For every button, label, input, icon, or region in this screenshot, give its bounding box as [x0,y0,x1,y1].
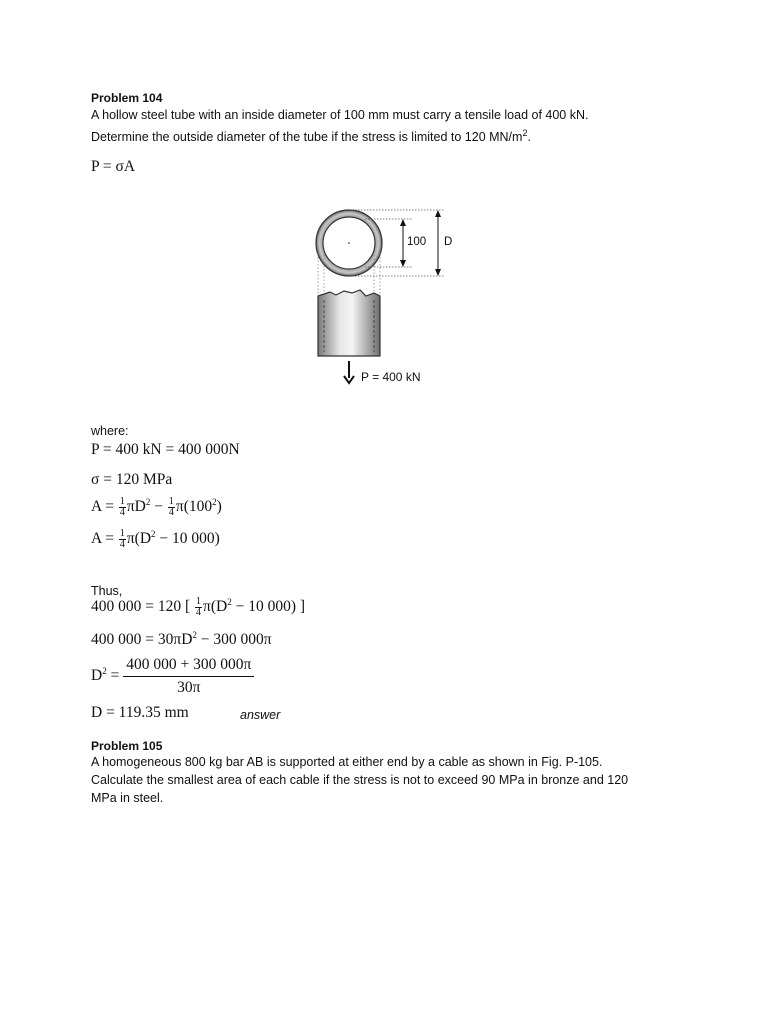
problem-105-title: Problem 105 [91,739,163,753]
tube-figure [300,200,460,395]
answer-label: answer [240,708,281,722]
equation-thus-1: 400 000 = 120 [ $\frac{1}{4}$ $\pi(D^2 - 10$ 000) ] [91,596,306,619]
equation-p-value: P = 400 kN = 400 000N [91,441,240,458]
problem-105-text-line2: Calculate the smallest area of each cable if the stress is not to exceed 90 MPa in bronze and 120 [91,773,629,787]
thus-label: Thus, [91,584,123,598]
problem-104-text-line1: A hollow steel tube with an inside diameter of 100 mm must carry a tensile load of 400 kN. [91,108,589,122]
load-arrow-icon [344,361,354,383]
equation-area-1: A = $\frac{1}{4}$ $\pi D^2$ − $\frac{1}{4}$ $\pi(100^2)$ [91,496,222,519]
problem-105-text-line1: A homogeneous 800 kg bar AB is supported at either end by a cable as shown in Fig. P-105. [91,755,603,769]
load-label: P = 400 kN [361,370,421,384]
outer-diameter-label: D [444,236,453,248]
equation-p-sigma-a: P = σA [91,158,136,175]
equation-sigma-value: σ = 120 MPa [91,471,173,488]
inner-diameter-label: 100 [407,236,427,248]
equation-thus-2: 400 $000 = 30\pi D^2 - 300$ 000π [91,630,272,649]
equation-result: D = 119.35 mm [91,704,189,721]
problem-104-title: Problem 104 [91,91,163,105]
where-label: where: [91,424,129,438]
equation-thus-3: $D^2$ = $\frac{400 000 + 300 000\pi}{30\pi}$ [91,656,254,697]
problem-104-text-line2: Determine the outside diameter of the tube if the stress is limited to 120 $MN/m^2$. [91,128,531,145]
tube-body [318,290,380,356]
equation-area-2: A = $\frac{1}{4}$ $\pi(D^2 - 10$ 000) [91,528,220,551]
problem-105-text-line3: MPa in steel. [91,791,164,805]
